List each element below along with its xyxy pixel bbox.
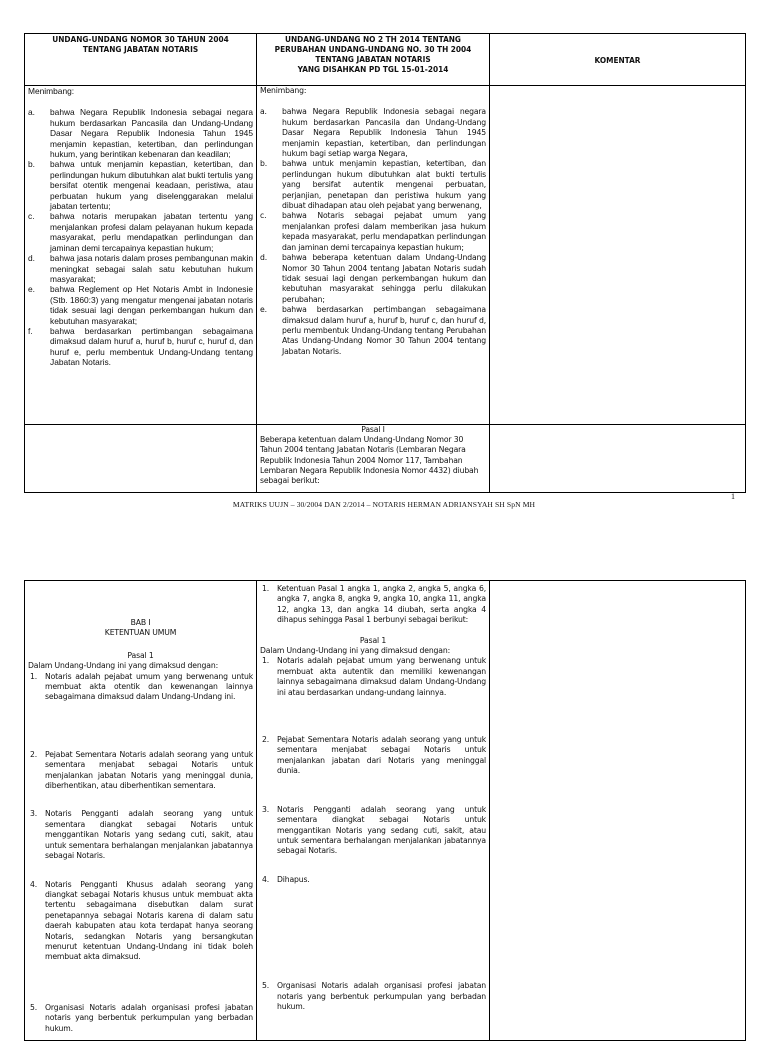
list-marker: d.	[260, 253, 268, 263]
header-uu-30-2004	[25, 34, 257, 86]
list-marker: d.	[28, 253, 35, 264]
ketentuan-umum-left-cell	[25, 581, 257, 1041]
list-item	[28, 107, 253, 159]
list-marker: 2.	[30, 749, 38, 759]
list-item-text: bahwa Notaris sebagai pejabat umum yang menjalankan profesi dalam memberikan jasa hukum kepada masyarakat, perlu mendapatkan perlindungan dan jaminan demi tercapainya kepastian hukum;	[282, 211, 486, 252]
list-item-text: bahwa untuk menjamin kepastian, ketertiban, dan perlindungan hukum dibutuhkan alat bukti tertulis yang bersifat otentik mengenai keadaan, peristiwa, atau perbuatan hukum yang diselenggarakan melalui jabatan tertentu;	[50, 159, 253, 212]
list-marker: e.	[260, 305, 267, 315]
header-komentar: KOMENTAR	[490, 34, 746, 86]
list-marker: e.	[28, 284, 35, 295]
list-item	[28, 326, 253, 368]
list-item-text: bahwa untuk menjamin kepastian, ketertiban, dan perlindungan hukum dibutuhkan alat bukti tertulis yang bersifat autentik mengenai perbuatan, perjanjian, penetapan dan peristiwa hukum yang dibuat dihadapan atau oleh pejabat yang berwenang,	[282, 159, 486, 211]
comparison-table-page2	[24, 580, 746, 1041]
amendment-intro-text: Ketentuan Pasal 1 angka 1, angka 2, angka 5, angka 6, angka 7, angka 8, angka 9, angka 10, angka 11, angka 12, angka 13, dan angka 14 diubah, serta angka 4 dihapus sehingga Pasal 1 berbunyi sebagai berikut:	[277, 584, 486, 625]
menimbang-list	[28, 107, 253, 367]
list-marker: c.	[260, 211, 267, 221]
list-item-text: Dihapus.	[277, 874, 310, 884]
komentar-cell	[490, 581, 746, 1041]
list-item-text: Notaris Pengganti adalah seorang yang untuk sementara diangkat sebagai Notaris untuk menggantikan Notaris yang sedang cuti, sakit, atau untuk sementara berhalangan menjalankan jabatannya sebagai Notaris.	[45, 809, 253, 861]
list-item	[260, 253, 486, 305]
header-line: UNDANG-UNDANG NO 2 TH 2014 TENTANG	[285, 34, 461, 44]
menimbang-left-cell	[25, 86, 257, 425]
list-item-text: bahwa Negara Republik Indonesia sebagai negara hukum berdasarkan Pancasila dan Undang-Undang Dasar Negara Republik Indonesia Tahun 1945 menjamin kepastian, ketertiban, dan perlindungan hukum bagi setiap warga Negara,	[282, 107, 486, 159]
list-item-text: bahwa Negara Republik Indonesia sebagai negara hukum berdasarkan Pancasila dan Undang-Undang Dasar Negara Republik Indonesia Tahun 1945 menjamin kepastian, ketertiban, dan perlindungan hukum, yang berintikan kebenaran dan keadilan;	[50, 107, 253, 160]
menimbang-heading: Menimbang:	[28, 86, 75, 96]
comparison-table-page1	[24, 33, 746, 493]
header-line: TENTANG JABATAN NOTARIS	[315, 54, 431, 64]
page-footer: MATRIKS UUJN – 30/2004 DAN 2/2014 – NOTARIS HERMAN ADRIANSYAH SH SpN MH	[232, 500, 536, 509]
list-item	[260, 735, 486, 777]
list-marker: 1.	[262, 656, 270, 666]
list-item	[28, 672, 253, 703]
empty-cell	[25, 425, 257, 493]
list-item	[28, 809, 253, 861]
pasal-i-cell	[257, 425, 490, 493]
list-marker: f.	[28, 325, 33, 336]
bab-number: BAB I	[130, 618, 151, 627]
list-marker: 2.	[262, 735, 270, 745]
list-marker: 3.	[30, 809, 38, 819]
header-uu-2-2014	[257, 34, 490, 86]
list-item-text: Notaris Pengganti adalah seorang yang untuk sementara diangkat sebagai Notaris untuk menggantikan Notaris yang sedang cuti, sakit, atau untuk sementara berhalangan menjalankan jabatannya sebagai Notaris.	[277, 804, 486, 856]
list-item-text: bahwa berdasarkan pertimbangan sebagaimana dimaksud dalam huruf a, huruf b, huruf c, huruf d, dan huruf e, perlu membentuk Undang-Undang tentang Jabatan Notaris.	[50, 325, 253, 368]
list-marker: 1.	[262, 584, 270, 593]
list-item	[28, 1003, 253, 1034]
list-marker: c.	[28, 211, 35, 222]
list-item	[260, 805, 486, 857]
list-item	[28, 211, 253, 253]
menimbang-heading: Menimbang:	[260, 86, 307, 95]
pasal-intro: Dalam Undang-Undang ini yang dimaksud dengan:	[28, 661, 219, 671]
definition-list	[28, 672, 253, 1034]
list-item-text: bahwa beberapa ketentuan dalam Undang-Undang Nomor 30 Tahun 2004 tentang Jabatan Notaris sudah tidak sesuai lagi dengan perkembangan hukum dan kebutuhan masyarakat sehingga perlu dilakukan perubahan;	[282, 253, 486, 304]
amendment-intro	[260, 584, 486, 626]
list-item	[260, 875, 486, 885]
list-marker: b.	[28, 159, 35, 170]
list-marker: a.	[28, 107, 35, 118]
list-marker: 3.	[262, 804, 270, 814]
list-item	[260, 981, 486, 1012]
komentar-cell	[490, 86, 746, 425]
pasal-title: Pasal 1	[359, 635, 387, 645]
menimbang-right-cell	[257, 86, 490, 425]
komentar-cell	[490, 425, 746, 493]
definition-list	[260, 656, 486, 1012]
list-item	[28, 284, 253, 326]
list-item-text: Notaris adalah pejabat umum yang berwenang untuk membuat akta autentik dan memiliki kewenangan lainnya sebagaimana dimaksud dalam Undang-Undang ini atau berdasarkan undang-undang lainnya.	[277, 656, 486, 697]
ketentuan-umum-right-cell	[257, 581, 490, 1041]
list-item-text: Pejabat Sementara Notaris adalah seorang yang untuk sementara menjabat sebagai Notaris untuk menjalankan jabatan dari Notaris yang meninggal dunia.	[277, 735, 486, 776]
list-marker: 4.	[262, 874, 270, 884]
pasal-text: Beberapa ketentuan dalam Undang-Undang Nomor 30 Tahun 2004 tentang Jabatan Notaris (Lembaran Negara Republik Indonesia Tahun 2004 Nomor 117, Tambahan Lembaran Negara Republik Indonesia Nomor 4432) diubah sebagai berikut:	[260, 435, 479, 486]
list-item-text: Notaris Pengganti Khusus adalah seorang yang diangkat sebagai Notaris khusus untuk membuat akta tertentu sebagaimana disebutkan dalam surat penetapannya sebagai Notaris karena di dalam satu daerah kabupaten atau kota terdapat hanya seorang Notaris, sedangkan Notaris yang bersangkutan menurut ketentuan Undang-Undang ini tidak boleh membuat akta dimaksud.	[45, 879, 253, 962]
list-item	[28, 159, 253, 211]
pasal-title: Pasal I	[361, 425, 385, 434]
list-marker: 4.	[30, 879, 38, 889]
list-item	[260, 159, 486, 211]
list-item-text: bahwa berdasarkan pertimbangan sebagaimana dimaksud dalam huruf a, huruf b, huruf c, dan huruf d, perlu membentuk Undang-Undang tentang Perubahan Atas Undang-Undang Nomor 30 Tahun 2004 tentang Jabatan Notaris.	[282, 305, 486, 356]
list-marker: b.	[260, 159, 268, 169]
pasal-intro: Dalam Undang-Undang ini yang dimaksud dengan:	[260, 646, 451, 656]
list-item	[28, 750, 253, 792]
list-marker: 5.	[262, 981, 270, 991]
page-number: 1	[731, 492, 735, 501]
list-item	[28, 253, 253, 284]
list-item-text: bahwa notaris merupakan jabatan tertentu yang menjalankan profesi dalam pelayanan hukum kepada masyarakat, perlu mendapatkan perlindungan dan jaminan demi tercapainya kepastian hukum;	[50, 211, 253, 253]
header-line: TENTANG JABATAN NOTARIS	[82, 44, 199, 54]
list-item-text: Organisasi Notaris adalah organisasi profesi jabatan notaris yang berbentuk perkumpulan yang berbadan hukum.	[277, 981, 486, 1011]
list-item-text: bahwa Reglement op Het Notaris Ambt in Indonesie (Stb. 1860:3) yang mengatur mengenai jabatan notaris tidak sesuai lagi dengan perkembangan hukum dan kebutuhan masyarakat;	[50, 284, 253, 326]
menimbang-list	[260, 107, 486, 357]
list-item	[260, 211, 486, 253]
list-marker: a.	[260, 107, 267, 117]
list-item	[260, 656, 486, 698]
list-item	[260, 305, 486, 357]
list-item-text: Organisasi Notaris adalah organisasi profesi jabatan notaris yang berbentuk perkumpulan yang berbadan hukum.	[45, 1002, 253, 1033]
header-line: UNDANG-UNDANG NOMOR 30 TAHUN 2004	[52, 34, 229, 44]
list-item-text: bahwa jasa notaris dalam proses pembangunan makin meningkat sebagai salah satu kebutuhan hukum masyarakat;	[50, 253, 253, 284]
header-line: YANG DISAHKAN PD TGL 15-01-2014	[297, 64, 449, 74]
list-item	[28, 880, 253, 963]
list-item	[260, 107, 486, 159]
list-item-text: Pejabat Sementara Notaris adalah seorang yang untuk sementara menjabat sebagai Notaris untuk menjalankan jabatan Notaris yang meninggal dunia, diberhentikan, atau diberhentikan sementara.	[45, 749, 253, 791]
header-line: PERUBAHAN UNDANG-UNDANG NO. 30 TH 2004	[274, 44, 472, 54]
list-item-text: Notaris adalah pejabat umum yang berwenang untuk membuat akta otentik dan kewenangan lainnya sebagaimana dimaksud dalam Undang-Undang ini.	[45, 671, 253, 702]
list-marker: 1.	[30, 671, 38, 681]
bab-title: KETENTUAN UMUM	[104, 628, 177, 638]
pasal-title: Pasal 1	[127, 650, 154, 660]
list-marker: 5.	[30, 1002, 38, 1012]
